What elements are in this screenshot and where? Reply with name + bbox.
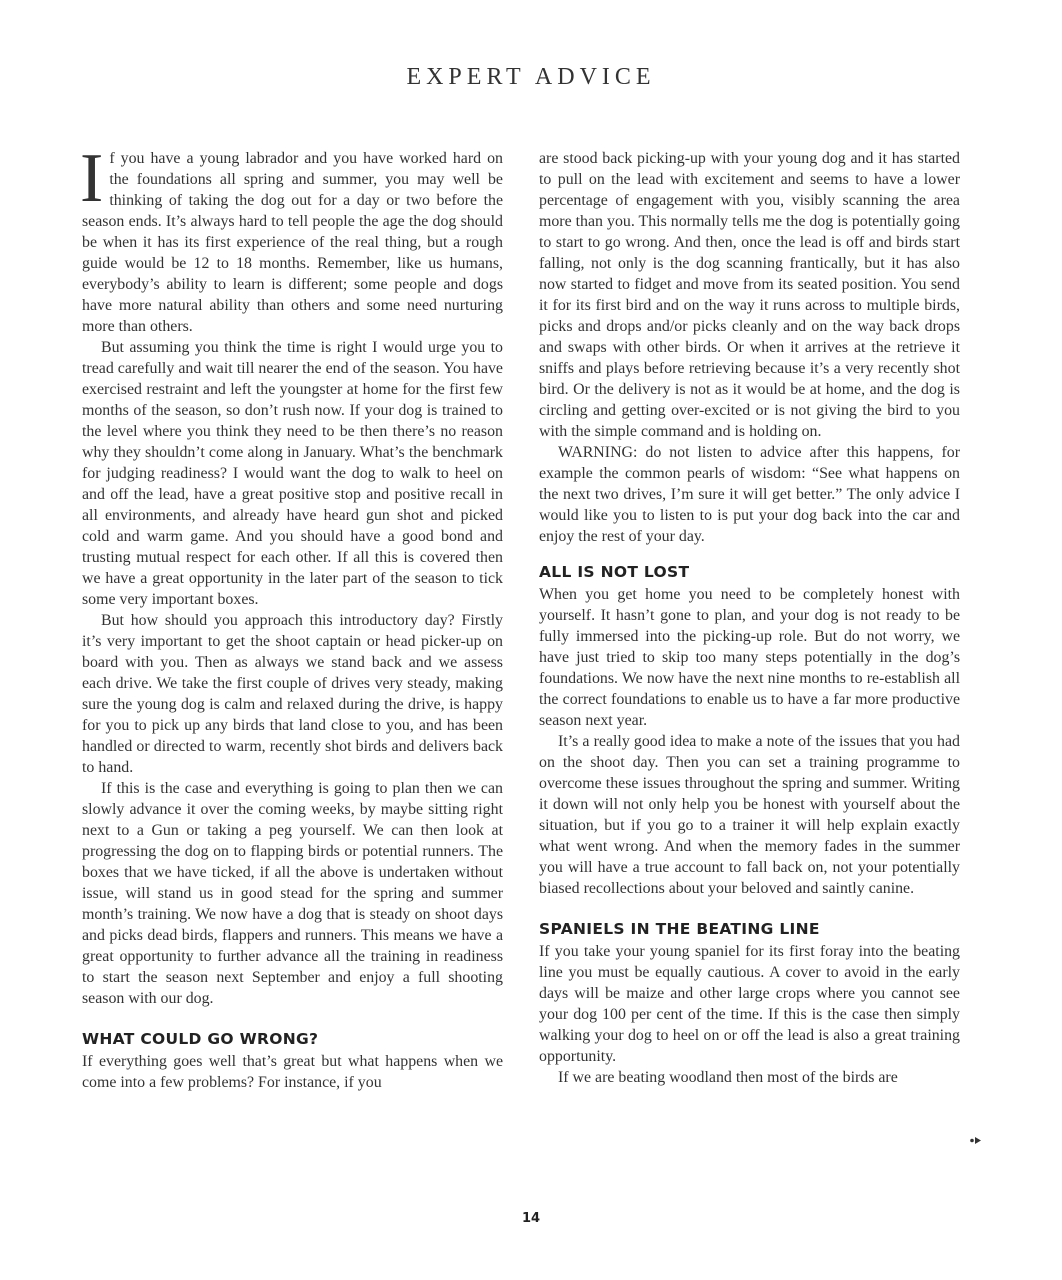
- section-heading: SPANIELS IN THE BEATING LINE: [539, 920, 820, 938]
- paragraph: are stood back picking-up with your young dog and it has started to pull on the lead with excitement and seems to have a lower percentage of engagement with you, visibly scanning the area more than you. This normally tells me the dog is potentially going to start to go wrong. And then, once the lead is off and birds start falling, not only is the dog scanning frantically, but it has also now started to fidget and move from its seated position. You send it for its first bird and on the way it runs across to multiple birds, picks and drops and/or picks cleanly and on the way back drops and swaps with other birds. Or when it arrives at the retrieve it sniffs and plays before retrieving because it’s a very recently shot bird. Or the delivery is not as it would be at home, and the dog is circling and getting over-excited or is not giving the bird to you with the simple command and is holding on.: [539, 150, 960, 440]
- article-column-left: [80, 140, 503, 1093]
- paragraph: If you have a young labrador and you have worked hard on the foundations all spring and summer, you may well be thinking of taking the dog out for a day or two before the season ends. It’s always hard to tell people the age the dog should be when it has its first experience of the real thing, but a rough guide would be 12 to 18 months. Remember, like us humans, everybody’s ability to learn is different; some people and dogs have more natural ability than others and some need nurturing more than others.: [80, 140, 503, 335]
- paragraph: If we are beating woodland then most of the birds are: [558, 1069, 898, 1086]
- paragraph: When you get home you need to be completely honest with yourself. It hasn’t gone to plan, and your dog is not ready to be fully immersed into the picking-up role. But do not worry, we have just tried to skip too many steps potentially in the dog’s foundations. We now have the next nine months to re-establish all the correct foundations to enable us to have a far more productive season next year.: [539, 586, 960, 729]
- paragraph: If this is the case and everything is going to plan then we can slowly advance it over the coming weeks, by maybe sitting right next to a Gun or taking a peg yourself. We can then look at progressing the dog on to flapping birds or potential runners. The boxes that we have ticked, if all the above is undertaken without issue, will stand us in good stead for the spring and summer month’s training. We now have a dog that is steady on shoot days and picks dead birds, flappers and runners. This means we have a great opportunity to further advance all the training in readiness to start the season next September and enjoy a full shooting season with our dog.: [82, 780, 503, 1007]
- paragraph: If you take your young spaniel for its first foray into the beating line you must be equally cautious. A cover to avoid in the early days will be maize and other large crops where you cannot see your dog 100 per cent of the time. If this is the case then simply walking your dog to heel on or off the lead is also a great training opportunity.: [539, 943, 960, 1065]
- section-heading: ALL IS NOT LOST: [539, 563, 690, 581]
- article-column-right: [539, 148, 960, 1088]
- paragraph: If everything goes well that’s great but what happens when we come into a few problems? For instance, if you: [82, 1053, 503, 1091]
- page-header-title: EXPERT ADVICE: [406, 64, 656, 90]
- paragraph: But how should you approach this introductory day? Firstly it’s very important to get the shoot captain or head picker-up on board with you. Then as always we stand back and we assess each drive. We take the first couple of drives very steady, making sure the young dog is calm and relaxed during the drive, is happy for you to pick up any birds that land close to you, and has been handled or directed to warm, recently shot birds and delivers back to hand.: [82, 612, 503, 776]
- drop-cap: I: [80, 140, 104, 217]
- paragraph: It’s a really good idea to make a note of the issues that you had on the shoot day. Then you can set a training programme to overcome these issues throughout the spring and summer. Writing it down will not only help you be honest with yourself about the situation, but if you go to a trainer it will help explain exactly what went wrong. And when the memory fades in the summer you will have a true account to fall back on, not your potentially biased recollections about your beloved and saintly canine.: [539, 733, 960, 897]
- arrow-right-icon: [970, 1134, 983, 1149]
- paragraph: But assuming you think the time is right I would urge you to tread carefully and wait till nearer the end of the season. You have exercised restraint and left the youngster at home for the first few months of the season, so don’t rush now. If your dog is trained to the level where you think they need to be then there’s no reason why they shouldn’t come along in January. What’s the benchmark for judging readiness? I would want the dog to walk to heel on and off the lead, have a great positive stop and positive recall in all environments, and already have heard gun shot and picked cold and warm game. And you should have a good bond and trusting mutual respect for each other. If all this is covered then we have a great opportunity in the later part of the season to tick some very important boxes.: [82, 339, 503, 608]
- page-number: 14: [521, 1211, 541, 1226]
- paragraph: WARNING: do not listen to advice after this happens, for example the common pearls of wisdom: “See what happens on the next two drives, I’m sure it will get better.” The only advice I would like you to listen to is put your dog back into the car and enjoy the rest of your day.: [539, 444, 960, 545]
- section-heading: WHAT COULD GO WRONG?: [82, 1030, 319, 1048]
